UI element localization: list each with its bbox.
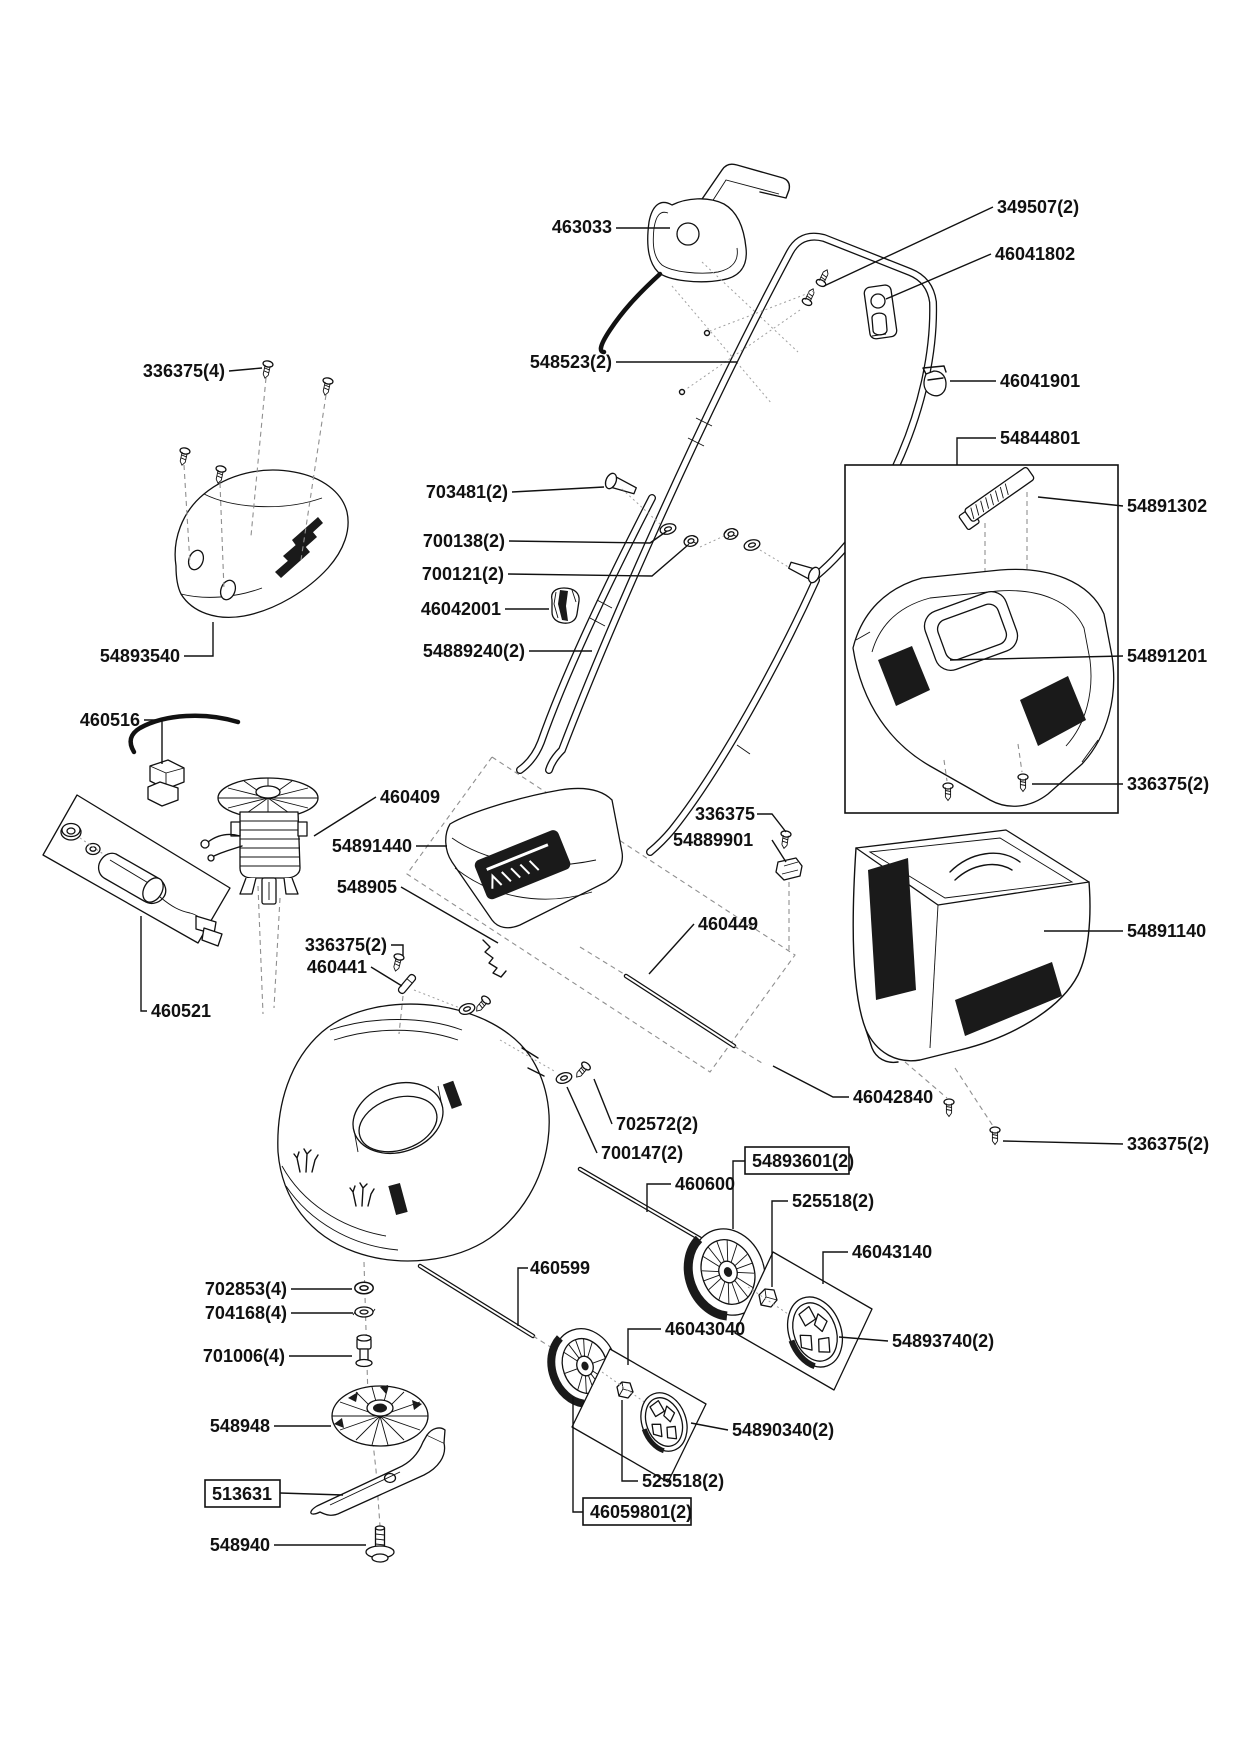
deck-54893401: [278, 1004, 549, 1261]
part-label-700147: 700147(2): [601, 1143, 684, 1163]
part-label-54893601: 54893601(2): [752, 1151, 855, 1171]
part-label-460521: 460521: [151, 1001, 212, 1021]
part-label-54893540: 54893540: [99, 646, 180, 666]
part-label-525518-front: 525518(2): [642, 1471, 725, 1491]
part-label-46043040: 46043040: [665, 1319, 746, 1339]
grass-catcher-54891140: [853, 830, 1090, 1126]
part-label-349507: 349507(2): [997, 197, 1080, 217]
part-label-54891140: 54891140: [1127, 921, 1207, 941]
hood-54893540: [175, 470, 348, 617]
part-label-46059801: 46059801(2): [590, 1502, 693, 1522]
kit-box-54844801: [845, 465, 1118, 813]
part-label-700121: 700121(2): [421, 564, 504, 584]
part-label-336375-single: 336375: [695, 804, 756, 824]
blade-stack: [311, 1262, 445, 1562]
front-axle-460599: [420, 1266, 557, 1351]
part-label-460600: 460600: [675, 1174, 736, 1194]
part-label-548948: 548948: [209, 1416, 270, 1436]
part-label-703481: 703481(2): [425, 482, 508, 502]
part-label-704168: 704168(4): [204, 1303, 287, 1323]
cord-clip-46041802: [864, 284, 898, 339]
fan-wheel-548948: [332, 1385, 428, 1446]
part-label-54891302: 54891302: [1127, 496, 1208, 516]
part-label-700138: 700138(2): [422, 531, 505, 551]
part-label-548523: 548523(2): [529, 352, 612, 372]
part-label-460449: 460449: [698, 914, 759, 934]
part-label-54889901: 54889901: [673, 830, 754, 850]
screws-336375-grassbox: [944, 1099, 1000, 1145]
part-label-460599: 460599: [530, 1258, 591, 1278]
part-label-54844801: 54844801: [1000, 428, 1081, 448]
part-label-513631: 513631: [212, 1484, 273, 1504]
screws-349507: [685, 268, 832, 390]
flap-screw-and-clip: [776, 830, 802, 950]
part-label-548940: 548940: [209, 1535, 270, 1555]
part-label-54890340: 54890340(2): [732, 1420, 835, 1440]
part-label-54891201: 54891201: [1127, 646, 1208, 666]
part-label-702572: 702572(2): [616, 1114, 699, 1134]
part-label-463033: 463033: [551, 217, 612, 237]
part-label-46041802: 46041802: [995, 244, 1076, 264]
switch-housing-463033: [601, 164, 798, 404]
part-label-46042840: 46042840: [853, 1087, 934, 1107]
part-label-336375-box: 336375(2): [1127, 774, 1210, 794]
part-label-54893740: 54893740(2): [892, 1331, 995, 1351]
part-label-701006: 701006(4): [202, 1346, 285, 1366]
part-label-336375-right: 336375(2): [1127, 1134, 1210, 1154]
part-label-54889240: 54889240(2): [422, 641, 525, 661]
part-label-336375-deck: 336375(2): [304, 935, 387, 955]
condenser-kit-460521: [43, 795, 230, 946]
part-label-525518-rear: 525518(2): [792, 1191, 875, 1211]
blade-bolt-548940: [366, 1526, 394, 1562]
part-label-460409: 460409: [380, 787, 441, 807]
part-label-460441: 460441: [306, 957, 367, 977]
part-label-46043140: 46043140: [852, 1242, 933, 1262]
boxed-label-513631: [205, 1480, 280, 1507]
part-label-46042001: 46042001: [420, 599, 501, 619]
part-label-548905: 548905: [336, 877, 397, 897]
boxed-label-46059801: [583, 1498, 692, 1525]
part-label-336375-hood: 336375(4): [142, 361, 225, 381]
part-label-54891440: 54891440: [331, 836, 412, 856]
boxed-label-54893601: [745, 1147, 854, 1174]
part-label-702853: 702853(4): [204, 1279, 287, 1299]
part-label-460516: 460516: [79, 710, 140, 730]
part-label-46041901: 46041901: [1000, 371, 1081, 391]
knob-46042001: [552, 588, 579, 623]
